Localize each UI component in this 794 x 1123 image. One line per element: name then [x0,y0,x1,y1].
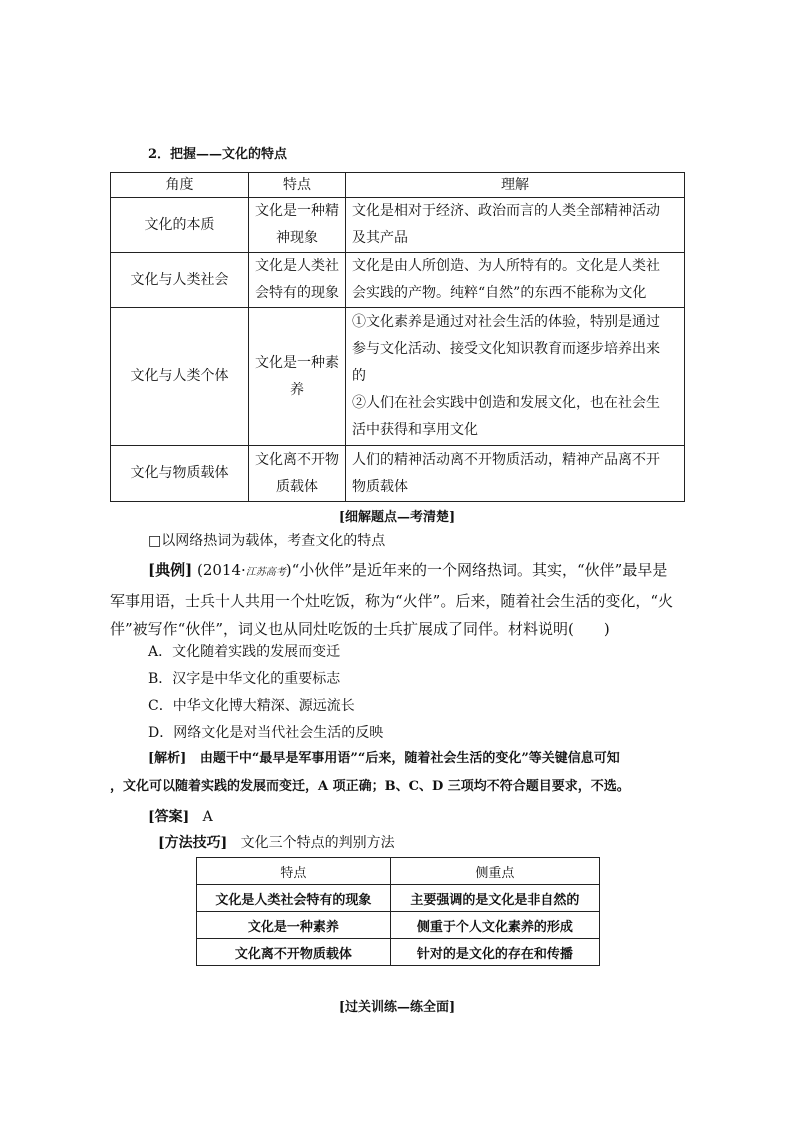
cell-angle: 文化与人类社会 [111,253,249,308]
table-row [197,939,600,966]
cell-line: 文化是一种素 [255,354,339,371]
analysis-text: ，文化可以随着实践的发展而变迁，A 项正确；B、C、D 三项均不符合题目要求，不选。 [110,779,630,794]
example-text: 军事用语，士兵十人共用一个灶吃饭，称为“火伴”。后来，随着社会生活的变化，“火 [110,592,674,610]
header-understanding: 理解 [346,173,685,198]
cell-feature: 文化是一种素养 [197,912,391,939]
cell-understanding [346,308,685,446]
method-tag: [方法技巧] [158,835,228,851]
example-source-prefix: (2014· [196,561,246,579]
option-a: A．文化随着实践的发展而变迁 [148,644,341,660]
method-heading [158,832,395,852]
cell-understanding [346,198,685,253]
cell-line: 文化是一种精 [255,203,339,219]
header-focus: 侧重点 [390,858,599,885]
cell-feature [249,198,346,253]
section-title: 2．把握——文化的特点 [148,147,288,162]
cell-understanding [346,446,685,502]
example-source-suffix: ) [285,561,292,579]
cell-feature [249,446,346,502]
answer [148,806,213,826]
cell-line: 会特有的现象 [255,285,339,301]
table-header-row [111,173,685,198]
table-row [111,446,685,502]
cell-focus: 侧重于个人文化素养的形成 [390,912,599,939]
example-text: 伴”被写作“伙伴”，词义也从同灶吃饭的士兵扩展成了同伴。材料说明( ) [110,620,610,638]
cell-line: 参与文化活动、接受文化知识教育而逐步培养出来 [352,341,660,357]
cell-line: 质载体 [276,478,318,495]
answer-value: A [202,809,213,825]
table-row [111,308,685,446]
analysis [110,745,690,801]
section-banner: [过关训练—练全面] [338,1000,456,1015]
cell-angle: 文化与人类个体 [111,308,249,446]
table-row [197,912,600,939]
cell-line: ①文化素养是通过对社会生活的体验，特别是通过 [352,314,660,330]
cell-feature [249,253,346,308]
cell-line: 文化是人类社 [255,258,339,274]
example-source-name: 江苏高考 [245,567,286,578]
cell-feature: 文化离不开物质载体 [197,939,391,966]
table-header-row [197,858,600,885]
table-row [197,885,600,912]
table-row [111,253,685,308]
cell-line: ②人们在社会实践中创造和发展文化，也在社会生 [352,395,660,411]
option-d: D．网络文化是对当代社会生活的反映 [148,725,384,741]
cell-line: 文化离不开物 [255,451,339,468]
cell-line: 文化是由人所创造、为人所特有的。文化是人类社 [352,258,660,274]
method-title: 文化三个特点的判别方法 [240,835,395,851]
point-heading: □以网络热词为载体，考查文化的特点 [148,533,386,549]
cell-line: 神现象 [276,230,318,246]
analysis-text: 由题干中“最早是军事用语”“后来，随着社会生活的变化”等关键信息可知 [199,751,620,766]
header-feature: 特点 [197,858,391,885]
section-banner: [细解题点—考清楚] [338,510,456,525]
cell-feature [249,308,346,446]
option-b: B．汉字是中华文化的重要标志 [148,671,341,687]
cell-angle: 文化与物质载体 [111,446,249,502]
analysis-tag: [解析] [148,751,187,766]
table-row [111,198,685,253]
cell-line: 文化是相对于经济、政治而言的人类全部精神活动 [352,203,660,219]
cell-line: 活中获得和享用文化 [352,422,478,438]
cell-line: 及其产品 [352,230,408,246]
example-tag: [典例] [148,561,193,579]
cell-line: 养 [290,381,304,398]
header-angle: 角度 [111,173,249,198]
cell-focus: 主要强调的是文化是非自然的 [390,885,599,912]
answer-tag: [答案] [148,809,190,825]
option-c: C．中华文化博大精深、源远流长 [148,698,355,714]
method-table [196,857,600,966]
example-text: “小伙伴”是近年来的一个网络热词。其实，“伙伴”最早是 [291,561,668,579]
features-table [110,172,685,502]
cell-understanding [346,253,685,308]
cell-line: 会实践的产物。纯粹“自然”的东西不能称为文化 [352,285,647,301]
cell-angle: 文化的本质 [111,198,249,253]
cell-line: 人们的精神活动离不开物质活动，精神产品离不开 [352,451,660,468]
cell-feature: 文化是人类社会特有的现象 [197,885,391,912]
cell-line: 物质载体 [352,478,408,495]
cell-line: 的 [352,368,366,384]
example-question [110,556,686,643]
cell-focus: 针对的是文化的存在和传播 [390,939,599,966]
header-feature: 特点 [249,173,346,198]
